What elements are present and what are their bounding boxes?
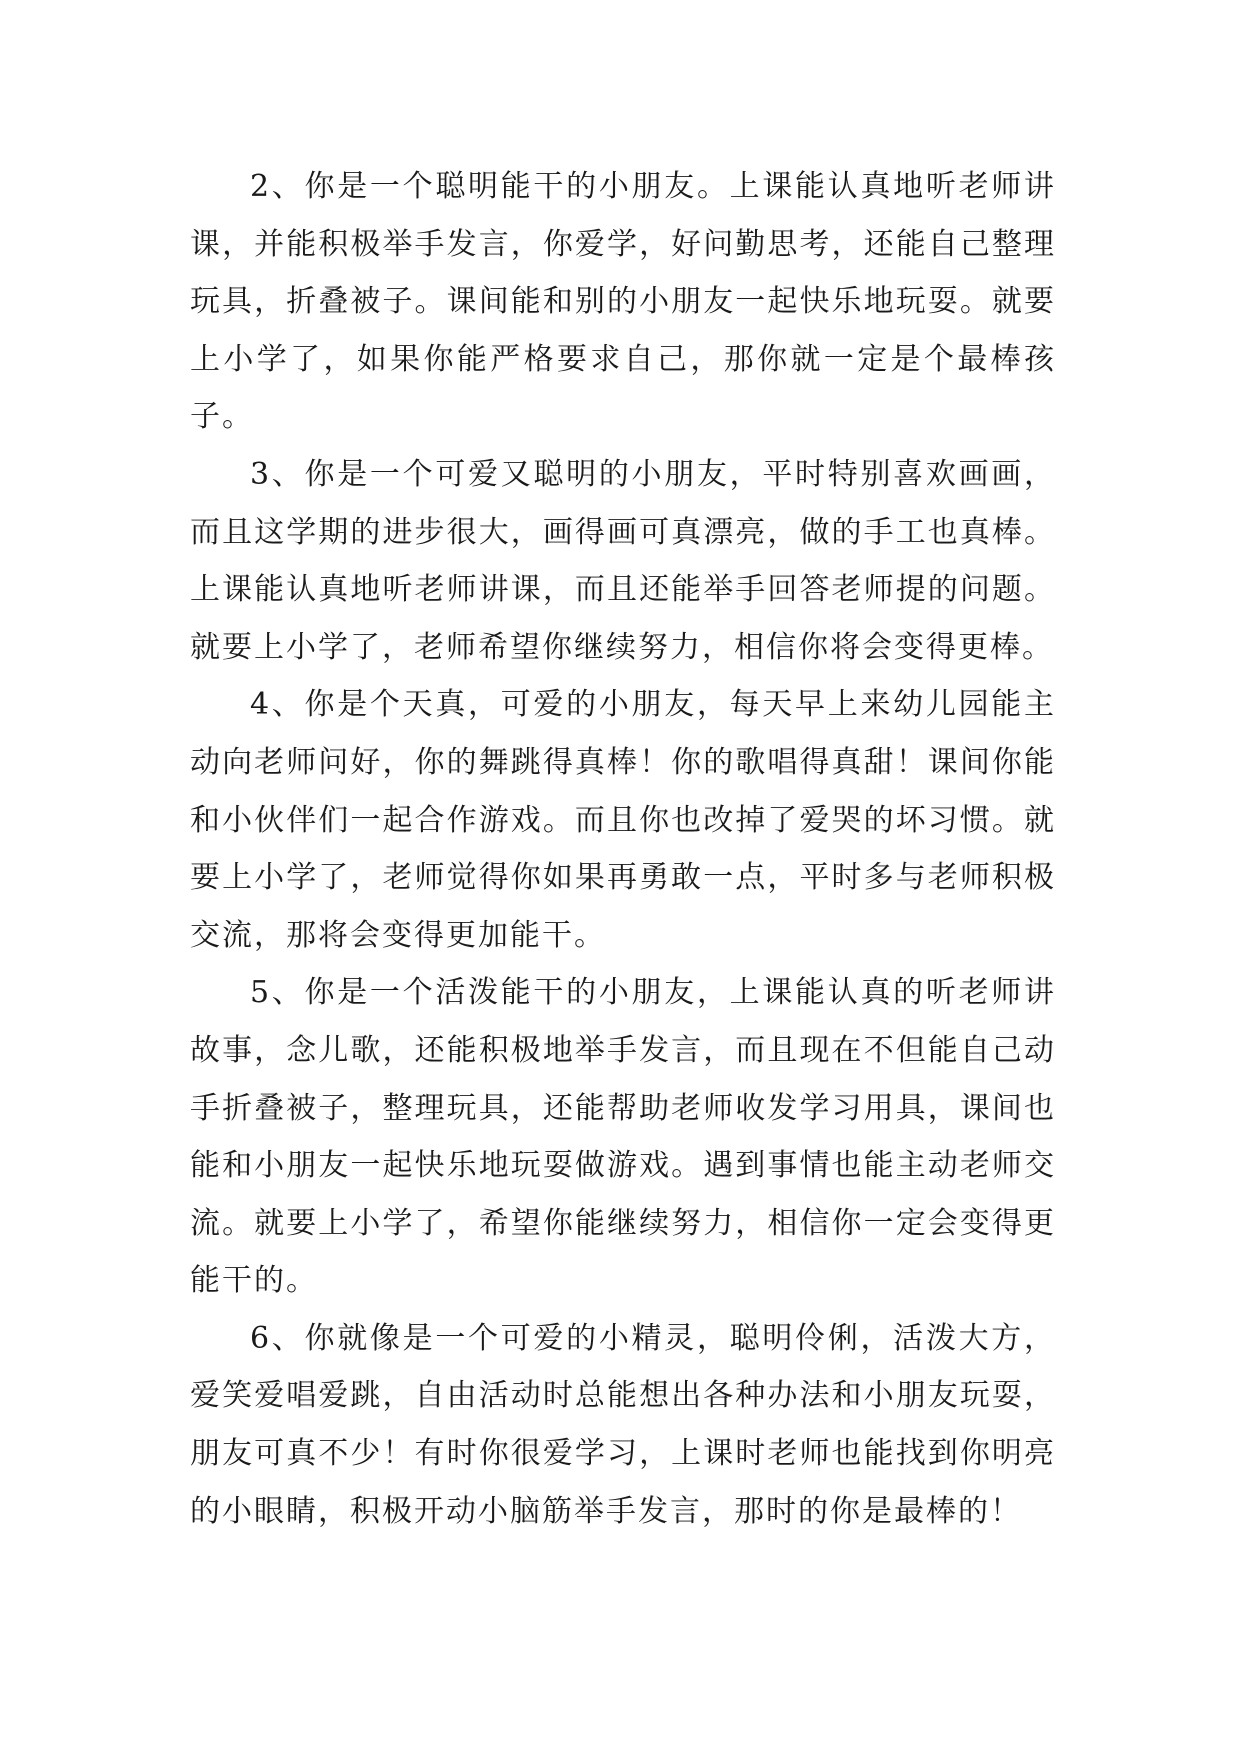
paragraph-item-4: 4、你是个天真，可爱的小朋友，每天早上来幼儿园能主动向老师问好，你的舞跳得真棒！你的歌唱得真甜！课间你能和小伙伴们一起合作游戏。而且你也改掉了爱哭的坏习惯。就要上小学了，老师觉得你如果再勇敢一点，平时多与老师积极交流，那将会变得更加能干。 <box>190 687 1056 953</box>
paragraph-item-6: 6、你就像是一个可爱的小精灵，聪明伶俐，活泼大方，爱笑爱唱爱跳，自由活动时总能想出各种办法和小朋友玩耍，朋友可真不少！有时你很爱学习，上课时老师也能找到你明亮的小眼睛，积极开动小脑筋举手发言，那时的你是最棒的！ <box>190 1320 1056 1529</box>
paragraph-item-5: 5、你是一个活泼能干的小朋友，上课能认真的听老师讲故事，念儿歌，还能积极地举手发言，而且现在不但能自己动手折叠被子，整理玩具，还能帮助老师收发学习用具，课间也能和小朋友一起快乐地玩耍做游戏。遇到事情也能主动老师交流。就要上小学了，希望你能继续努力，相信你一定会变得更能干的。 <box>190 975 1056 1299</box>
paragraph-item-2: 2、你是一个聪明能干的小朋友。上课能认真地听老师讲课，并能积极举手发言，你爱学，好问勤思考，还能自己整理玩具，折叠被子。课间能和别的小朋友一起快乐地玩耍。就要上小学了，如果你能严格要求自己，那你就一定是个最棒孩子。 <box>190 169 1056 435</box>
paragraph-item-3: 3、你是一个可爱又聪明的小朋友，平时特别喜欢画画，而且这学期的进步很大，画得画可真漂亮，做的手工也真棒。上课能认真地听老师讲课，而且还能举手回答老师提的问题。就要上小学了，老师希望你继续努力，相信你将会变得更棒。 <box>190 456 1056 665</box>
document-body <box>190 158 1056 1540</box>
